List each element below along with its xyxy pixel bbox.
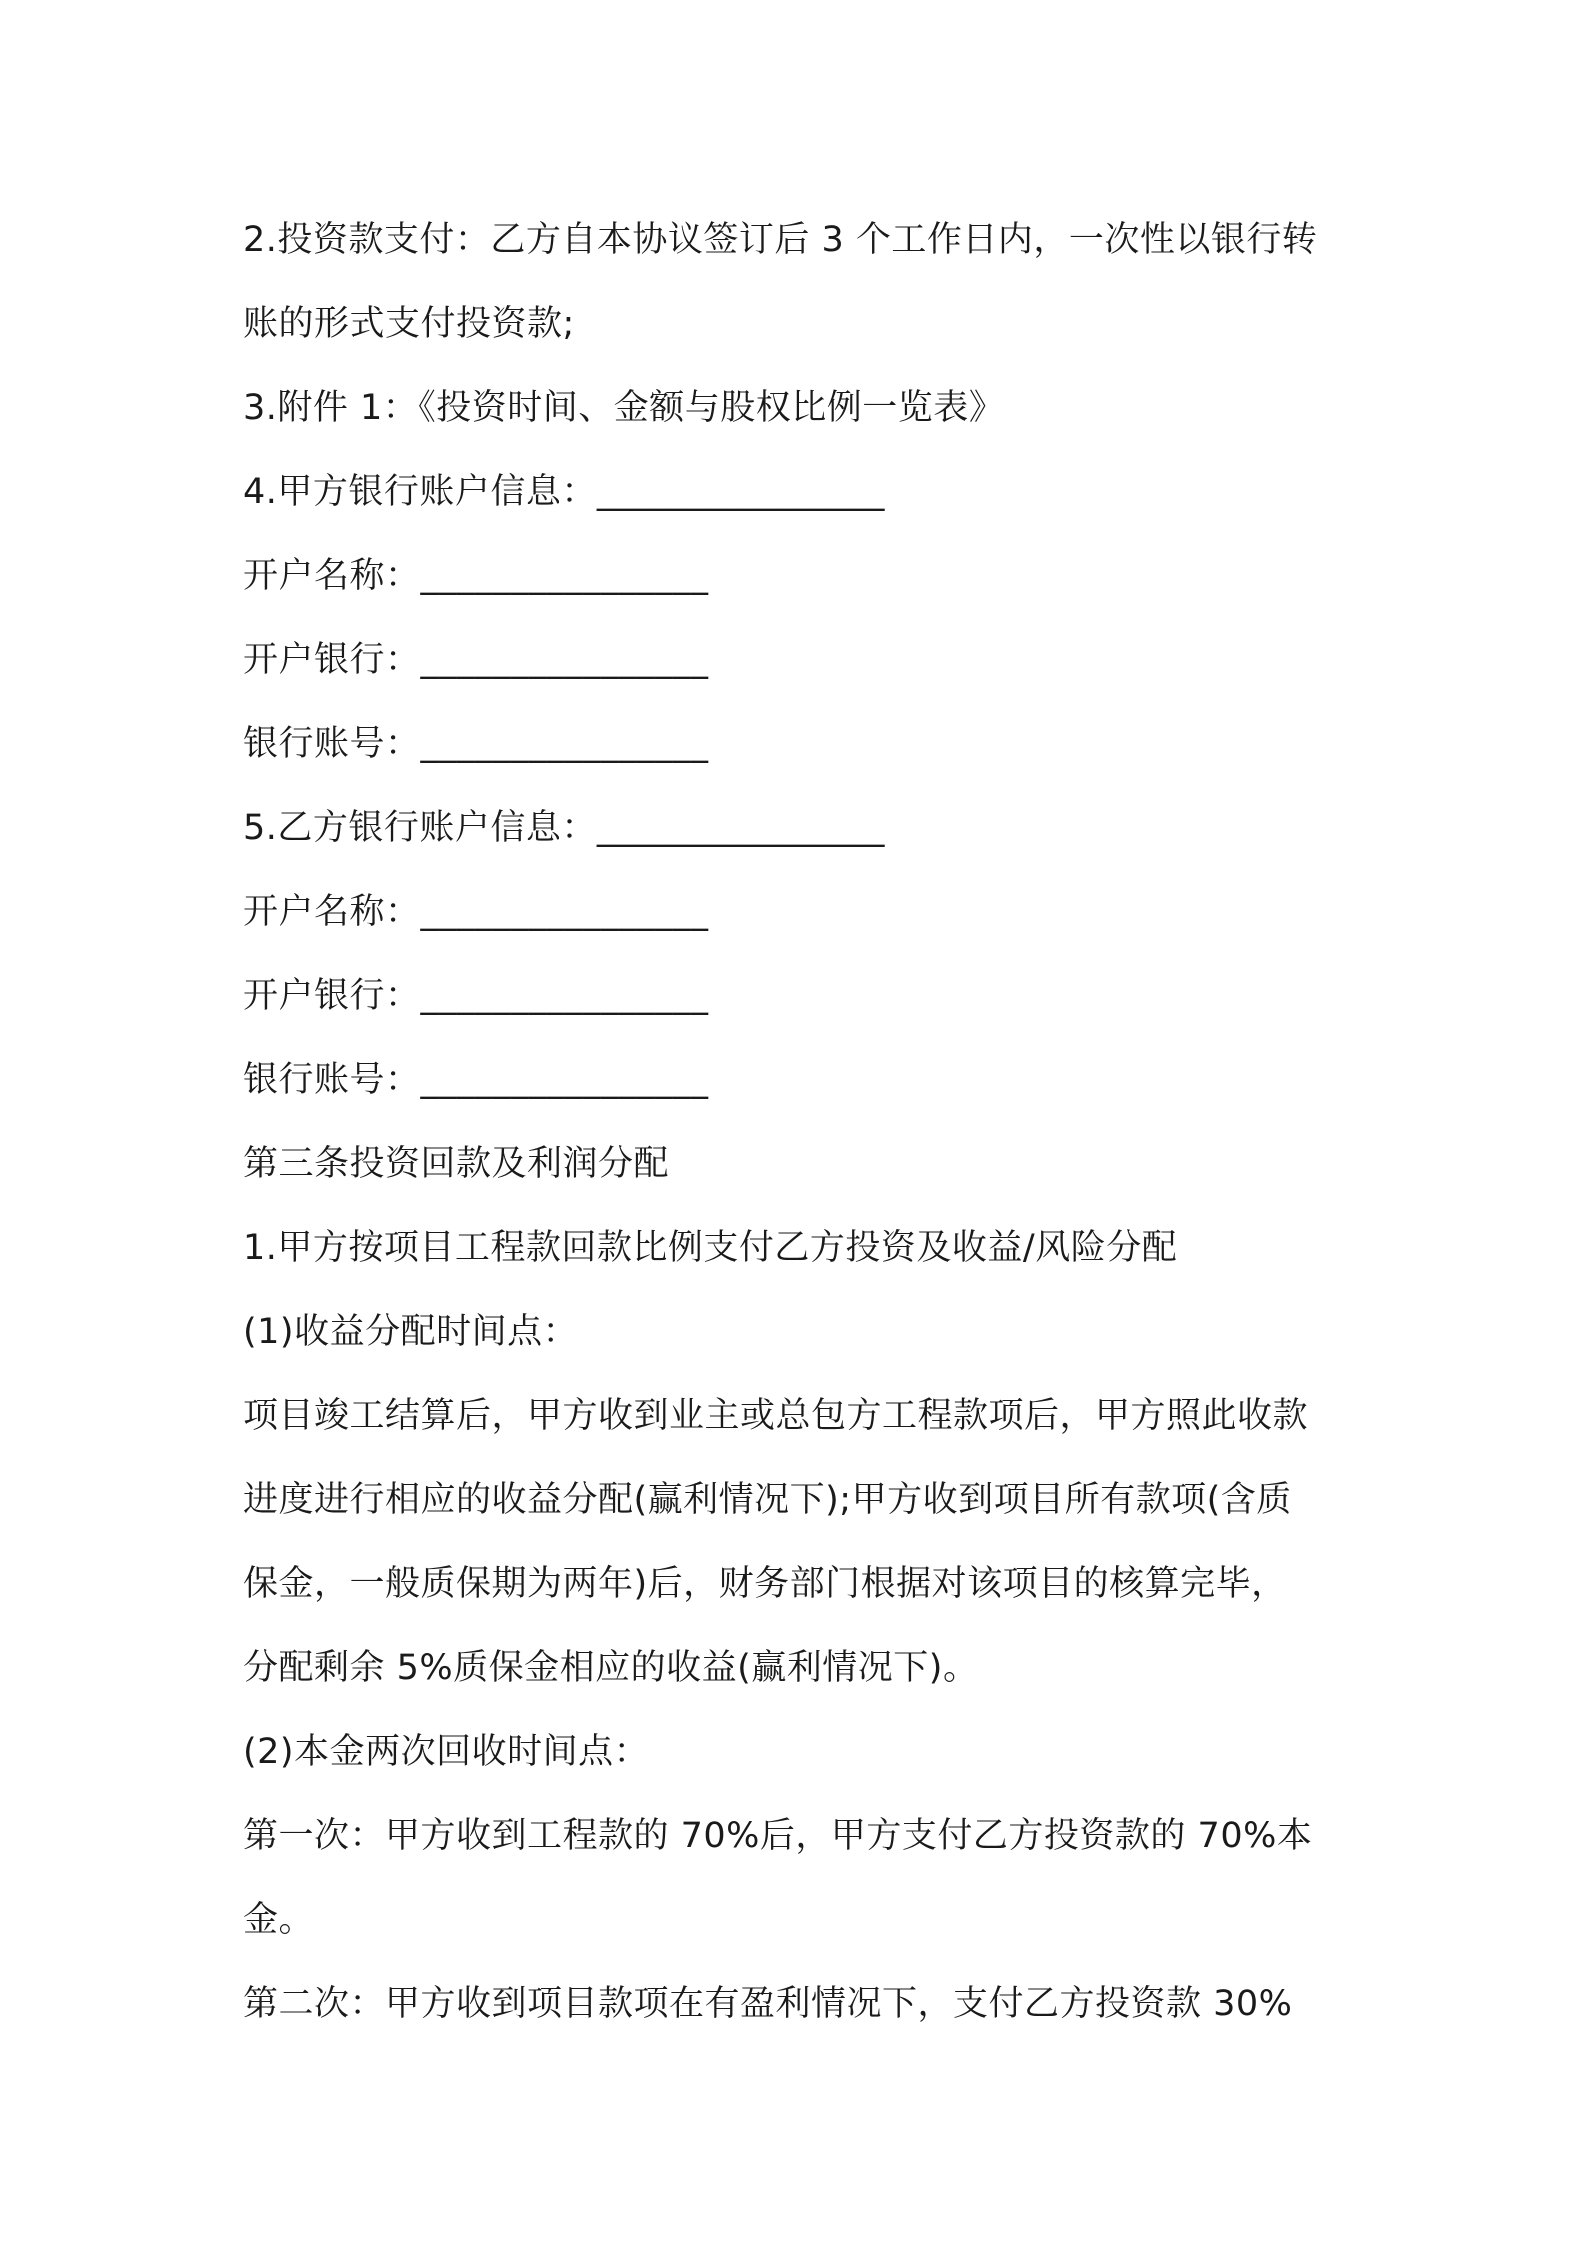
text-line: 分配剩余 5%质保金相应的收益(赢利情况下)。 [243, 1648, 979, 1688]
text-line: 开户名称：________________ [243, 892, 709, 932]
text-line: 5.乙方银行账户信息：________________ [243, 808, 885, 848]
text-line: 项目竣工结算后，甲方收到业主或总包方工程款项后，甲方照此收款 [243, 1396, 1309, 1436]
text-line: 开户名称：________________ [243, 556, 709, 596]
text-line: 银行账号：________________ [243, 724, 709, 764]
text-line: 第二次：甲方收到项目款项在有盈利情况下，支付乙方投资款 30% [243, 1984, 1293, 2024]
text-line: 2.投资款支付：乙方自本协议签订后 3 个工作日内，一次性以银行转 [243, 220, 1318, 260]
text-line: 第一次：甲方收到工程款的 70%后，甲方支付乙方投资款的 70%本 [243, 1816, 1313, 1856]
text-line: 金。 [243, 1900, 315, 1940]
text-line: 开户银行：________________ [243, 640, 709, 680]
text-line: 进度进行相应的收益分配(赢利情况下);甲方收到项目所有款项(含质 [243, 1480, 1292, 1520]
text-line: 保金，一般质保期为两年)后，财务部门根据对该项目的核算完毕， [243, 1564, 1287, 1604]
text-line: 1.甲方按项目工程款回款比例支付乙方投资及收益/风险分配 [243, 1228, 1178, 1268]
document-body [243, 198, 1353, 2046]
text-line: (1)收益分配时间点： [243, 1312, 579, 1352]
text-line: 4.甲方银行账户信息：________________ [243, 472, 885, 512]
section-heading: 第三条投资回款及利润分配 [243, 1144, 670, 1184]
text-line: 银行账号：________________ [243, 1060, 709, 1100]
text-line: 开户银行：________________ [243, 976, 709, 1016]
text-line: (2)本金两次回收时间点： [243, 1732, 650, 1772]
text-line: 账的形式支付投资款; [243, 304, 575, 344]
text-line: 3.附件 1：《投资时间、金额与股权比例一览表》 [243, 388, 1005, 428]
